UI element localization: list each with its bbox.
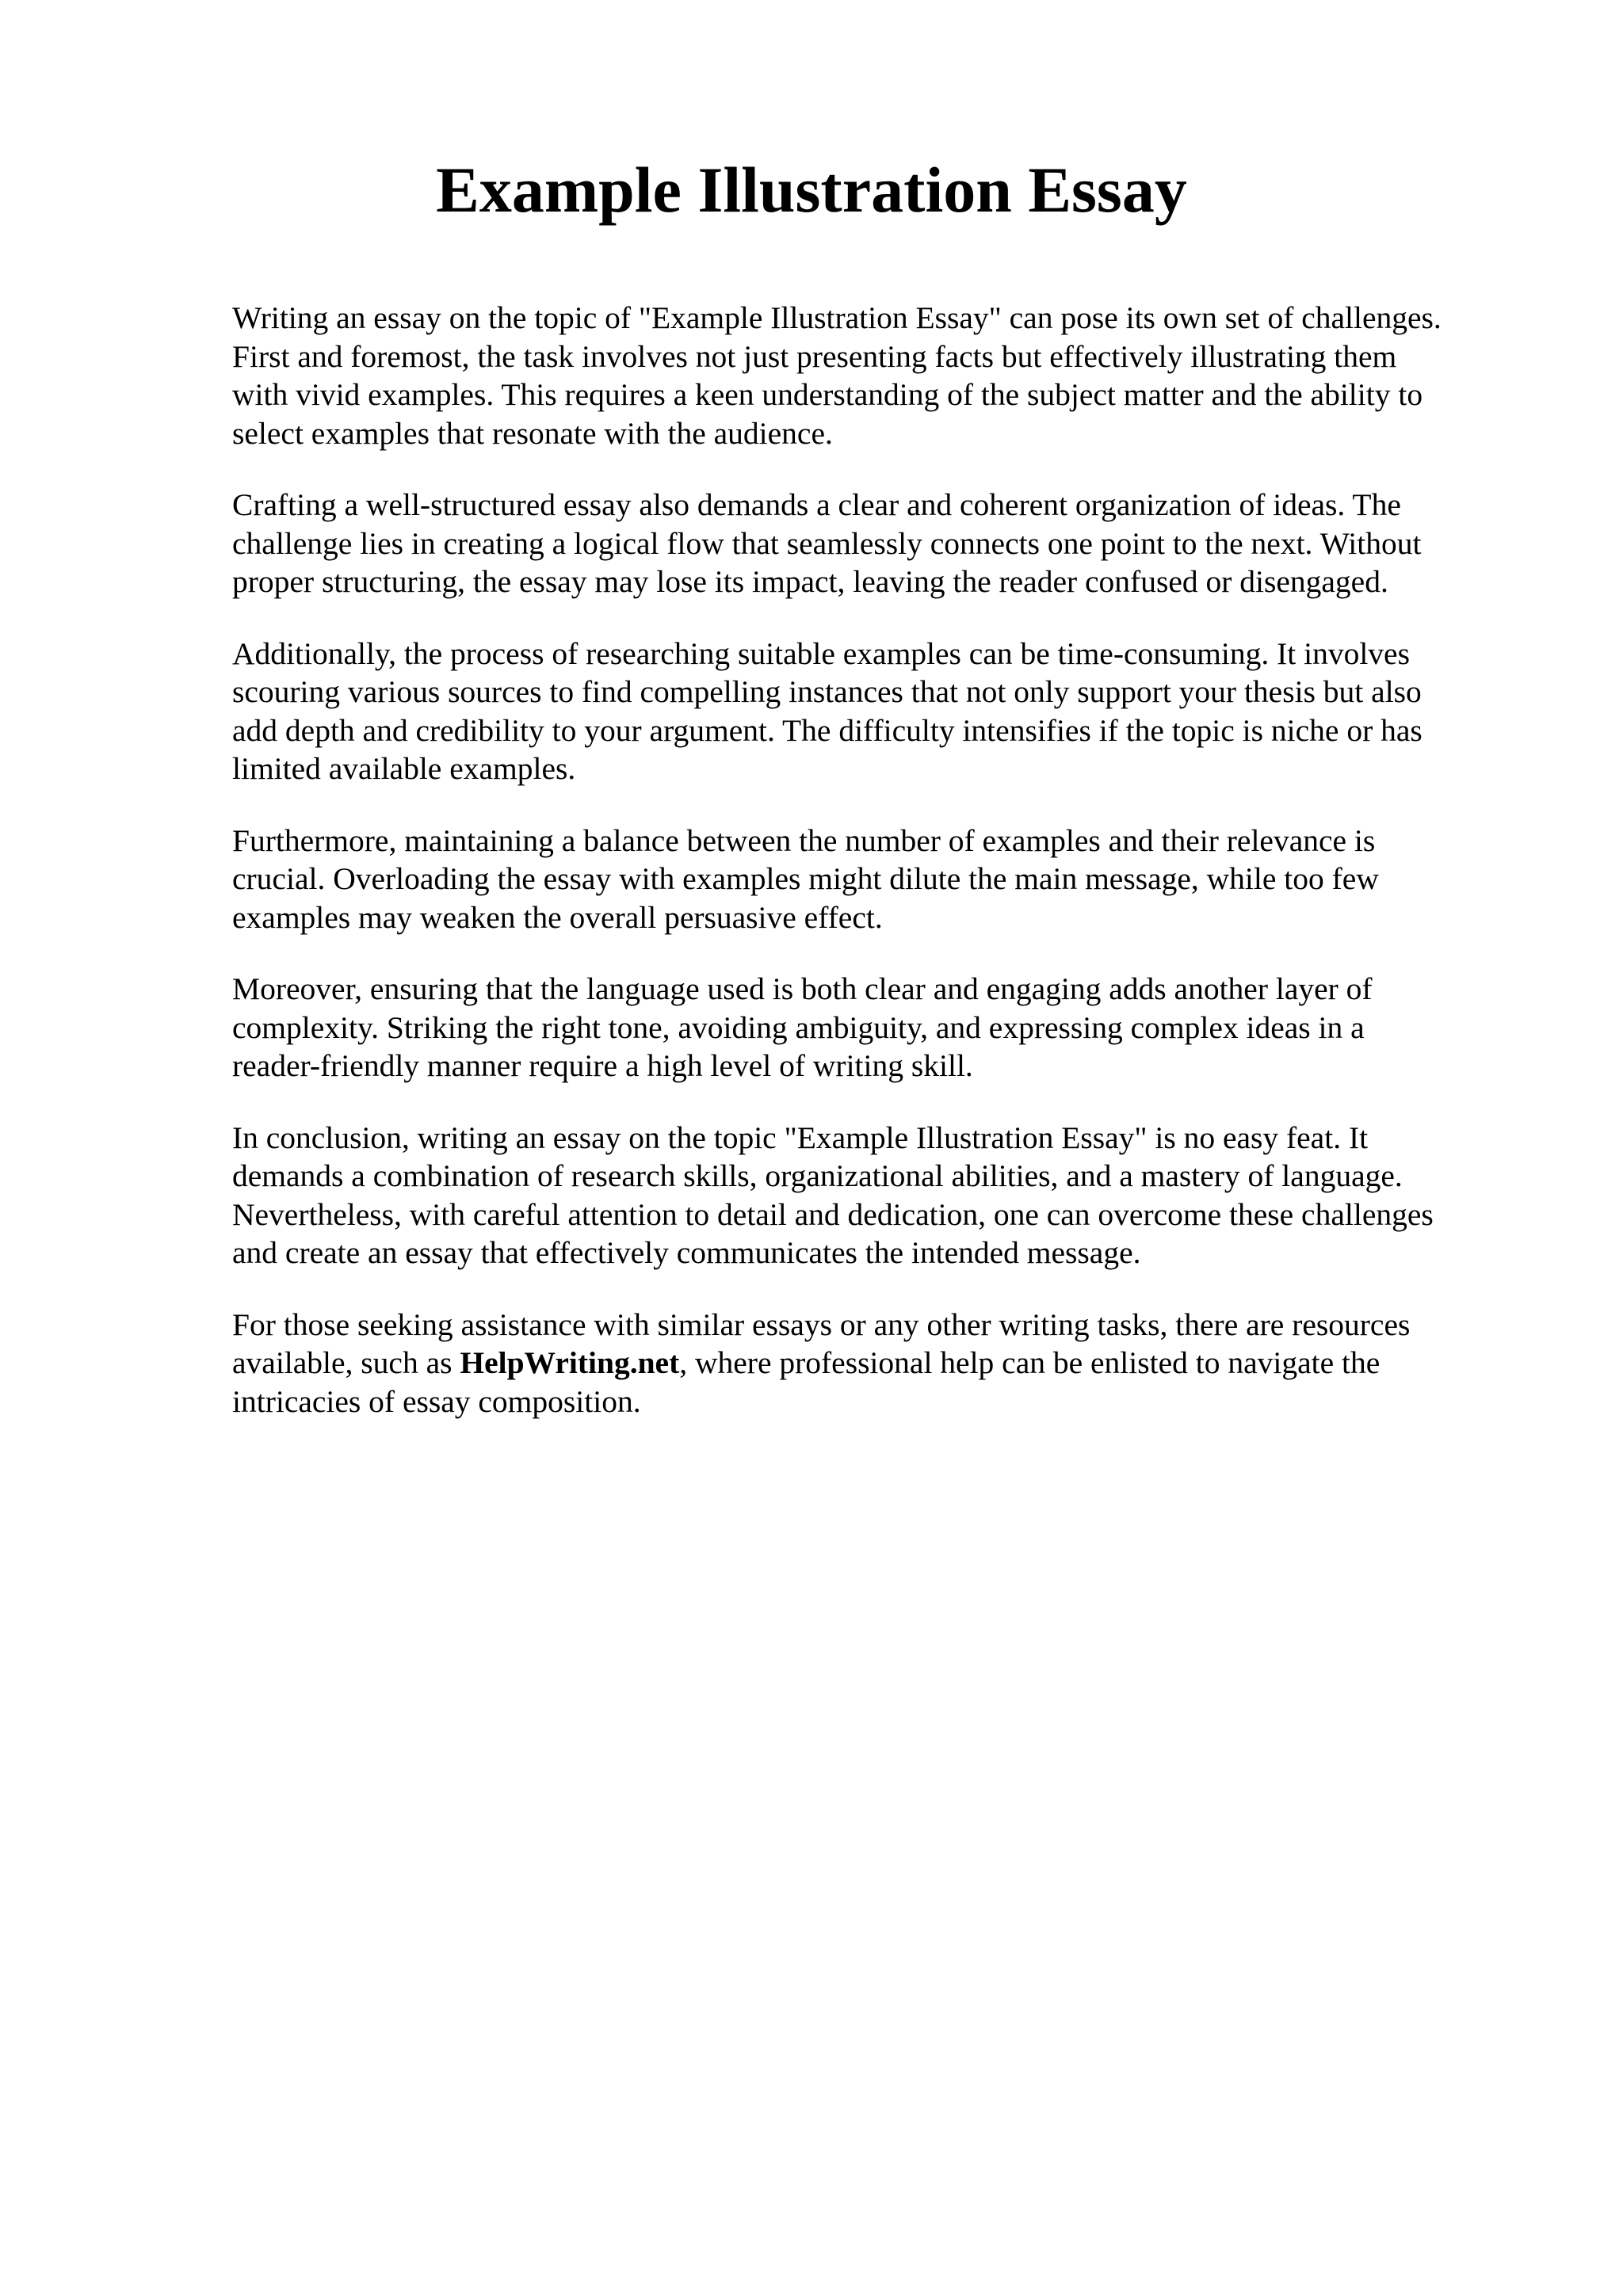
text-line: crucial. Overloading the essay with examples might dilute the main message, while too few [232, 861, 1379, 896]
paragraph-intro [232, 299, 1532, 452]
text-line: Writing an essay on the topic of "Example Illustration Essay" can pose its own set of challenges. [232, 300, 1442, 335]
paragraph-language [232, 970, 1532, 1085]
helpwriting-brand-link[interactable]: HelpWriting.net [460, 1345, 680, 1380]
text-line: Moreover, ensuring that the language used is both clear and engaging adds another layer of [232, 971, 1373, 1006]
text-line: Additionally, the process of researching suitable examples can be time-consuming. It involves [232, 635, 1410, 671]
paragraph-research [232, 635, 1532, 788]
text-line: challenge lies in creating a logical flow that seamlessly connects one point to the next. Without [232, 525, 1422, 561]
text-line: Furthermore, maintaining a balance between the number of examples and their relevance is [232, 822, 1376, 858]
text-line: reader-friendly manner require a high level of writing skill. [232, 1048, 973, 1083]
text-line: limited available examples. [232, 751, 576, 786]
text-line: complexity. Striking the right tone, avoiding ambiguity, and expressing complex ideas in a [232, 1009, 1365, 1045]
closing-text-after-link: , where professional help can be enlisted to navigate the [679, 1345, 1381, 1380]
text-line: Nevertheless, with careful attention to detail and dedication, one can overcome these challenges [232, 1196, 1434, 1232]
text-line: intricacies of essay composition. [232, 1383, 641, 1419]
text-line: scouring various sources to find compelling instances that not only support your thesis but also [232, 674, 1422, 709]
text-line: examples may weaken the overall persuasive effect. [232, 899, 883, 935]
text-line: add depth and credibility to your argument. The difficulty intensifies if the topic is niche or has [232, 712, 1423, 748]
text-line [232, 1344, 1532, 1383]
closing-text-before-link: available, such as [232, 1345, 460, 1380]
text-line: and create an essay that effectively communicates the intended message. [232, 1235, 1141, 1270]
text-line: demands a combination of research skills, organizational abilities, and a mastery of language. [232, 1158, 1403, 1193]
text-line: proper structuring, the essay may lose its impact, leaving the reader confused or disengaged. [232, 564, 1388, 599]
text-line: For those seeking assistance with similar essays or any other writing tasks, there are resources [232, 1306, 1411, 1342]
paragraph-closing [232, 1306, 1532, 1421]
text-line: select examples that resonate with the audience. [232, 415, 833, 451]
text-line: with vivid examples. This requires a keen understanding of the subject matter and the ability to [232, 377, 1423, 412]
text-line: Crafting a well-structured essay also demands a clear and coherent organization of ideas. The [232, 487, 1401, 522]
essay-body [232, 299, 1532, 1454]
text-line: First and foremost, the task involves not just presenting facts but effectively illustrating them [232, 338, 1397, 374]
paragraph-balance [232, 822, 1532, 937]
document-title: Example Illustration Essay [436, 154, 1187, 226]
paragraph-conclusion [232, 1119, 1532, 1272]
text-line: In conclusion, writing an essay on the topic "Example Illustration Essay" is no easy feat. It [232, 1119, 1369, 1155]
paragraph-structure [232, 486, 1532, 601]
